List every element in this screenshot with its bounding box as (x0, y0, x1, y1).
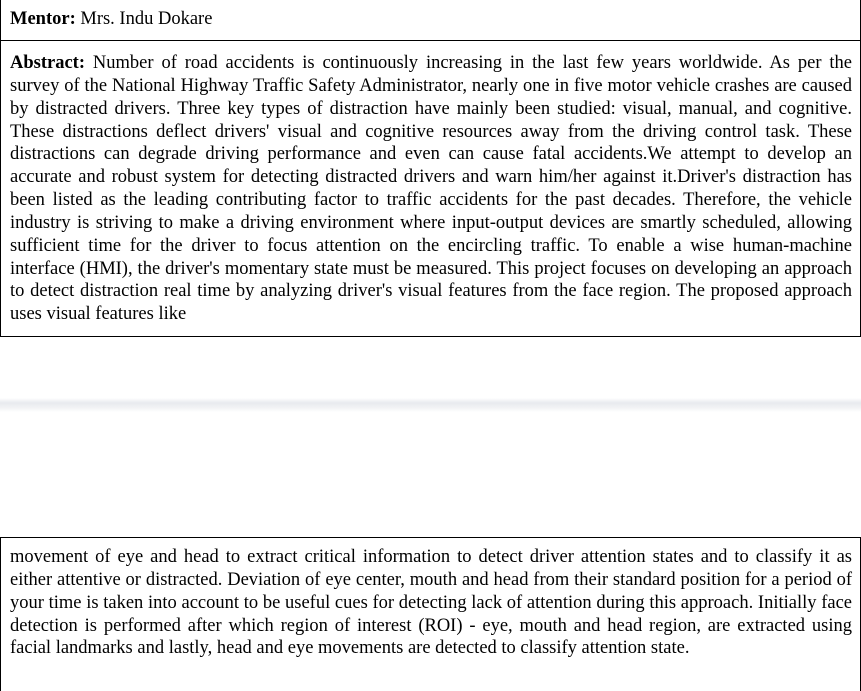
abstract-section (0, 40, 861, 337)
abstract-continuation (0, 537, 861, 691)
abstract-text-part-2: movement of eye and head to extract critical information to detect driver attention states and to classify it as either attentive or distracted. Deviation of eye center, mouth and head from their standard position for a period of your time is taken into account to be useful cues for detecting lack of attention during this approach. Initially face detection is performed after which region of interest (ROI) - eye, mouth and head region, are extracted using facial landmarks and lastly, head and eye movements are detected to classify attention state. (10, 547, 852, 659)
mentor-row (0, 0, 861, 41)
mentor-name: Mrs. Indu Dokare (80, 9, 213, 29)
page-break-divider (0, 398, 861, 412)
abstract-label: Abstract: (10, 53, 86, 73)
mentor-label: Mentor: (10, 9, 76, 29)
abstract-text-part-1: Number of road accidents is continuously increasing in the last few years worldwide. As per the survey of the National Highway Traffic Safety Administrator, nearly one in five motor vehicle crashes are caused by distracted drivers. Three key types of distraction have mainly been studied: visual, manual, and cognitive. These distractions deflect drivers' visual and cognitive resources away from the driving control task. These distractions can degrade driving performance and even can cause fatal accidents.We attempt to develop an accurate and robust system for detecting distracted drivers and warn him/her against it.Driver's distraction has been listed as the leading contributing factor to traffic accidents for the past decades. Therefore, the vehicle industry is striving to make a driving environment where input-output devices are smartly scheduled, allowing sufficient time for the driver to focus attention on the encircling traffic. To enable a wise human-machine interface (HMI), the driver's momentary state must be measured. This project focuses on developing an approach to detect distraction real time by analyzing driver's visual features from the face region. The proposed approach uses visual features like (10, 53, 852, 325)
